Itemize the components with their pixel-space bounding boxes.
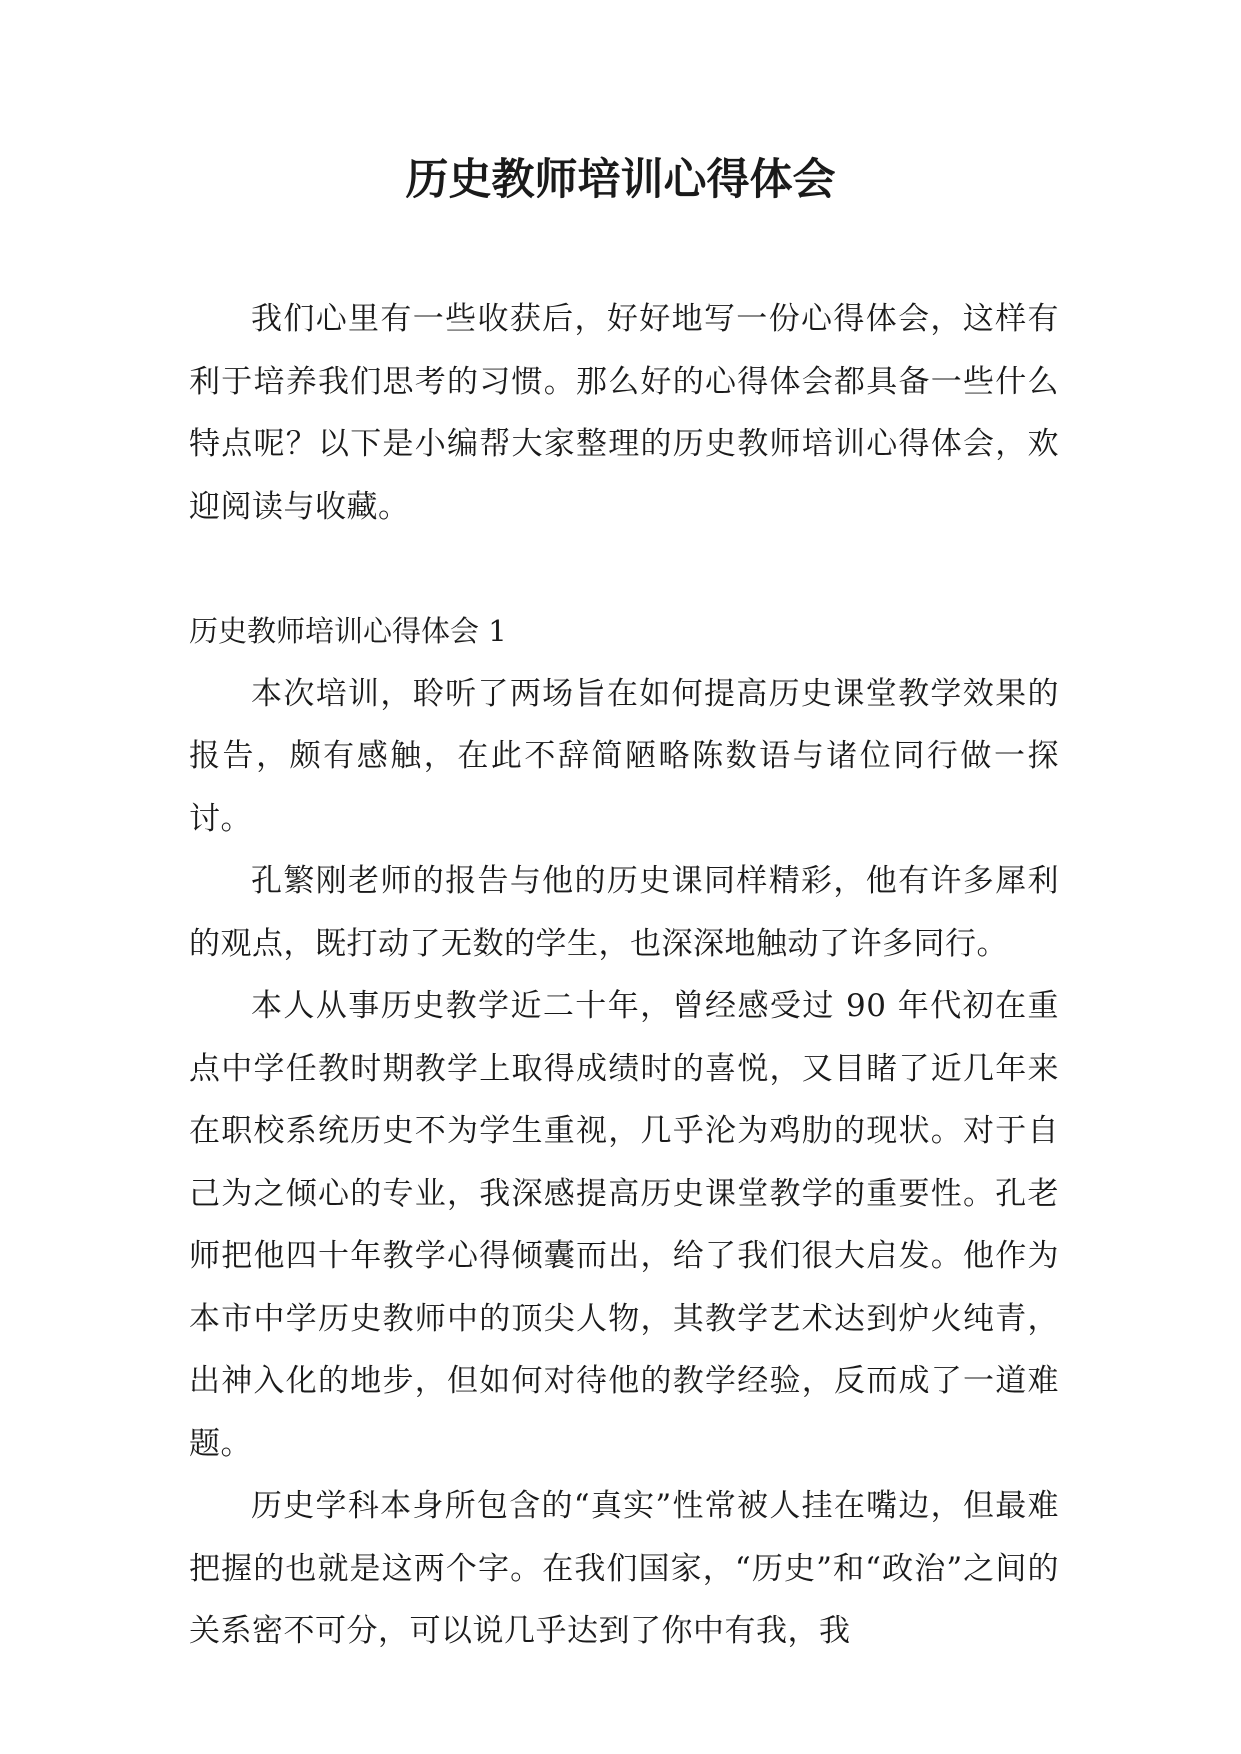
body-paragraph: 孔繁刚老师的报告与他的历史课同样精彩，他有许多犀利的观点，既打动了无数的学生，也深深地触动了许多同行。 [189, 863, 1059, 962]
document-title: 历史教师培训心得体会 [405, 155, 836, 205]
section-heading: 历史教师培训心得体会 1 [189, 614, 507, 648]
document-body [189, 288, 1059, 1663]
intro-paragraph: 我们心里有一些收获后，好好地写一份心得体会，这样有利于培养我们思考的习惯。那么好的心得体会都具备一些什么特点呢？以下是小编帮大家整理的历史教师培训心得体会，欢迎阅读与收藏。 [189, 301, 1059, 525]
body-paragraph: 本次培训，聆听了两场旨在如何提高历史课堂教学效果的报告，颇有感触，在此不辞简陋略陈数语与诸位同行做一探讨。 [189, 675, 1059, 837]
body-paragraph: 历史学科本身所包含的“真实”性常被人挂在嘴边，但最难把握的也就是这两个字。在我们国家，“历史”和“政治”之间的关系密不可分，可以说几乎达到了你中有我，我 [189, 1488, 1059, 1649]
body-paragraph: 本人从事历史教学近二十年，曾经感受过 90 年代初在重点中学任教时期教学上取得成绩时的喜悦，又目睹了近几年来在职校系统历史不为学生重视，几乎沦为鸡肋的现状。对于自己为之倾心的专业，我深感提高历史课堂教学的重要性。孔老师把他四十年教学心得倾囊而出，给了我们很大启发。他作为本市中学历史教师中的顶尖人物，其教学艺术达到炉火纯青，出神入化的地步，但如何对待他的教学经验，反而成了一道难题。 [189, 988, 1059, 1462]
